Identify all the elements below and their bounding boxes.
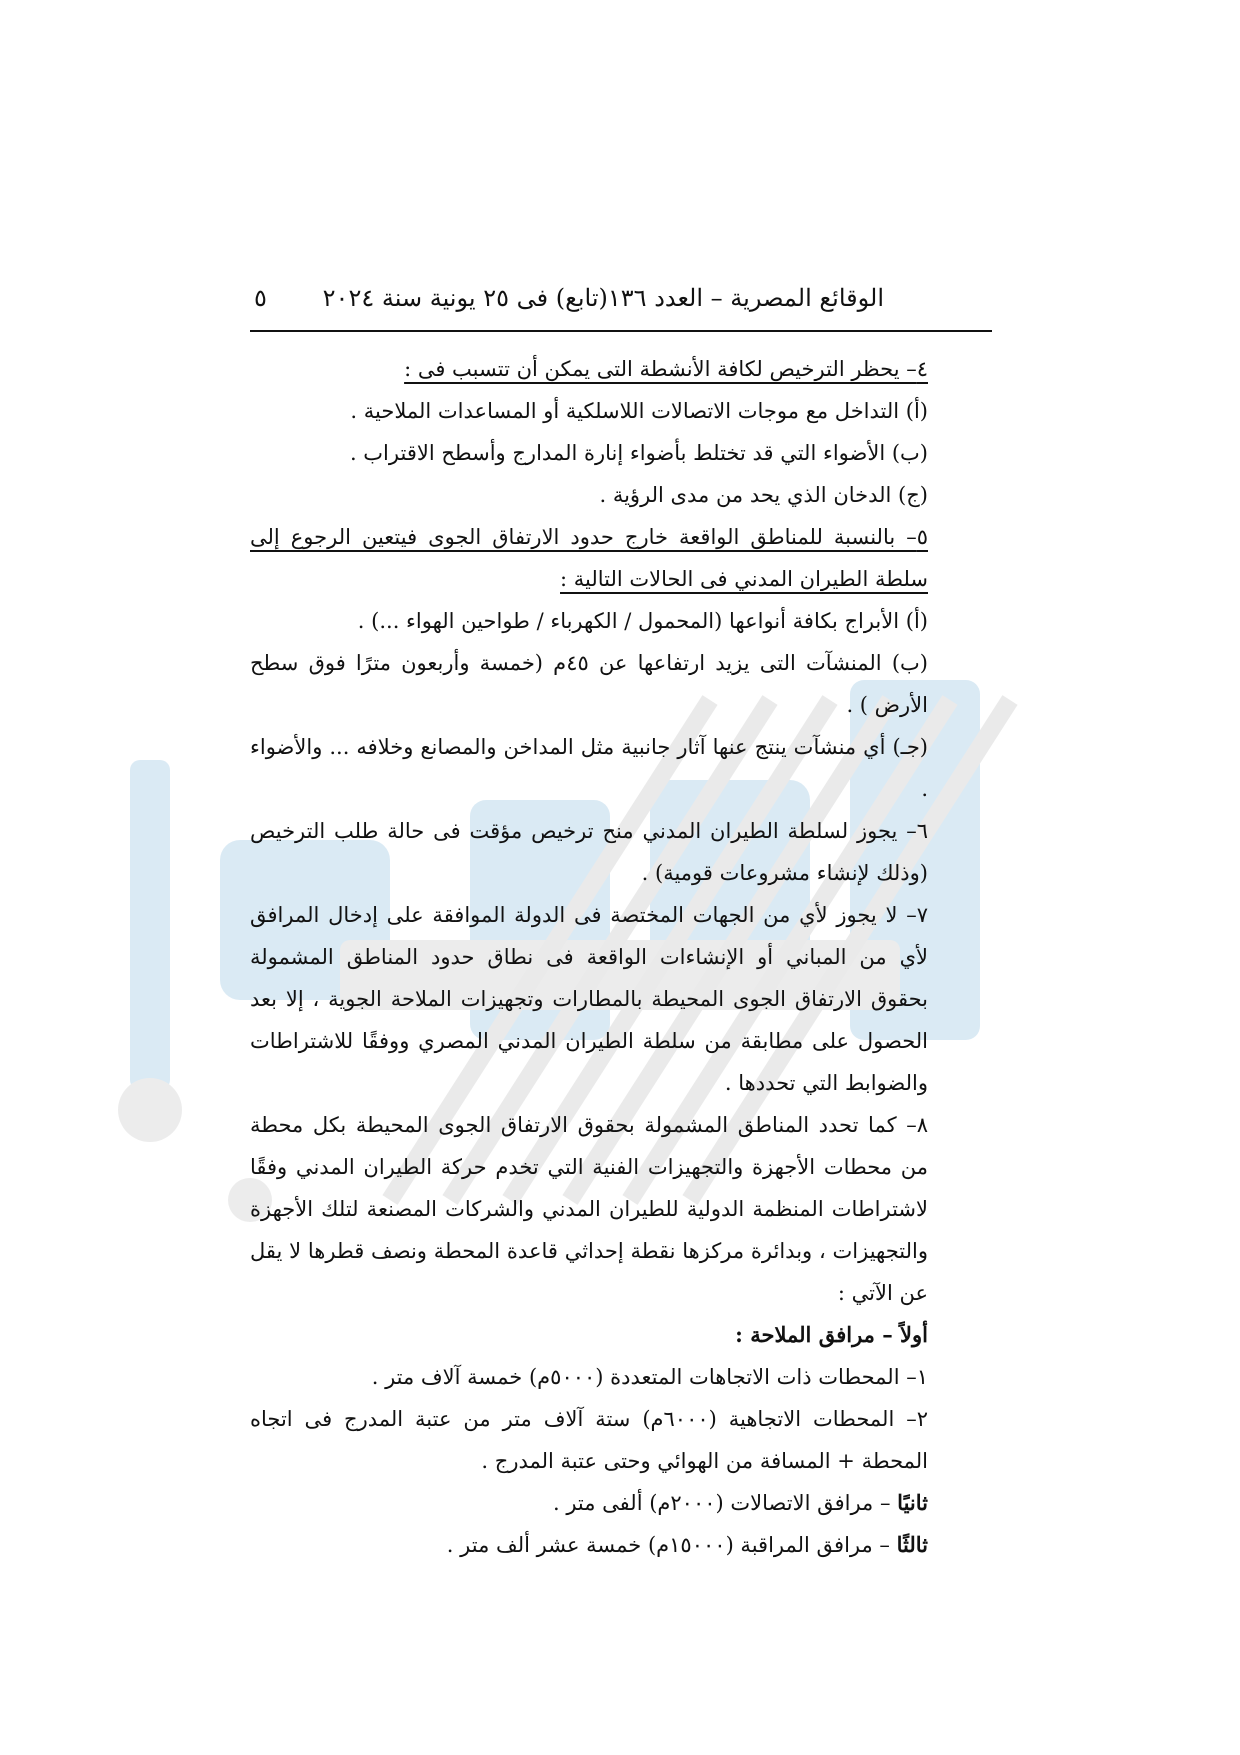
clause-5b: (ب) المنشآت التى يزيد ارتفاعها عن ٤٥م (خمسة وأربعون مترًا فوق سطح الأرض ) . (250, 651, 928, 717)
clause-4c: (ج) الدخان الذي يحد من مدى الرؤية . (599, 483, 928, 507)
clause-5c: (جـ) أي منشآت ينتج عنها آثار جانبية مثل المداخن والمصانع وخلافه ... والأضواء . (250, 735, 928, 801)
navigation-item-2: ٢– المحطات الاتجاهية (٦٠٠٠م) ستة آلاف متر من عتبة المدرج فى اتجاه المحطة + المسافة من الهوائي وحتى عتبة المدرج . (250, 1407, 928, 1473)
second-text: – مرافق الاتصالات (٢٠٠٠م) ألفى متر . (552, 1491, 898, 1515)
third-label: ثالثًا (896, 1532, 928, 1557)
page-header (250, 282, 992, 332)
clause-8: ٨– كما تحدد المناطق المشمولة بحقوق الارتفاق الجوى المحيطة بكل محطة من محطات الأجهزة والتجهيزات الفنية التي تخدم حركة الطيران المدني وفقًا لاشتراطات المنظمة الدولية للطيران المدني والشركات المصنعة لتلك الأجهزة والتجهيزات ، وبدائرة مركزها نقطة إحداثي قاعدة المحطة ونصف قطرها لا يقل عن الآتي : (250, 1113, 928, 1305)
third-heading (250, 1524, 992, 1566)
second-heading (250, 1482, 992, 1524)
clause-7: ٧– لا يجوز لأي من الجهات المختصة فى الدولة الموافقة على إدخال المرافق لأي من المباني أو الإنشاءات الواقعة فى نطاق حدود المناطق المشمولة بحقوق الارتفاق الجوى المحيطة بالمطارات وتجهيزات الملاحة الجوية ، إلا بعد الحصول على مطابقة من سلطة الطيران المدني المصري ووفقًا للاشتراطات والضوابط التي تحددها . (250, 903, 928, 1095)
publication-title: الوقائع المصرية – العدد ١٣٦(تابع) فى ٢٥ يونية سنة ٢٠٢٤ (322, 284, 884, 312)
clause-4a: (أ) التداخل مع موجات الاتصالات اللاسلكية أو المساعدات الملاحية . (350, 399, 928, 423)
clause-5a: (أ) الأبراج بكافة أنواعها (المحمول / الكهرباء / طواحين الهواء ...) . (357, 609, 928, 633)
page-number: ٥ (254, 284, 267, 312)
clause-4b: (ب) الأضواء التي قد تختلط بأضواء إنارة المدارج وأسطح الاقتراب . (349, 441, 928, 465)
third-text: – مرافق المراقبة (١٥٠٠٠م) خمسة عشر ألف متر . (446, 1533, 897, 1557)
first-heading: أولاً – مرافق الملاحة : (735, 1322, 928, 1347)
second-label: ثانيًا (897, 1490, 928, 1515)
navigation-item-1: ١– المحطات ذات الاتجاهات المتعددة (٥٠٠٠م) خمسة آلاف متر . (371, 1365, 928, 1389)
clause-6: ٦– يجوز لسلطة الطيران المدني منح ترخيص مؤقت فى حالة طلب الترخيص (وذلك لإنشاء مشروعات قومية) . (250, 819, 928, 885)
clause-4: ٤– يحظر الترخيص لكافة الأنشطة التى يمكن أن تتسبب فى : (404, 357, 928, 381)
clause-5: ٥– بالنسبة للمناطق الواقعة خارج حدود الارتفاق الجوى فيتعين الرجوع إلى سلطة الطيران المدني فى الحالات التالية : (250, 525, 928, 591)
document-body (250, 348, 992, 1566)
